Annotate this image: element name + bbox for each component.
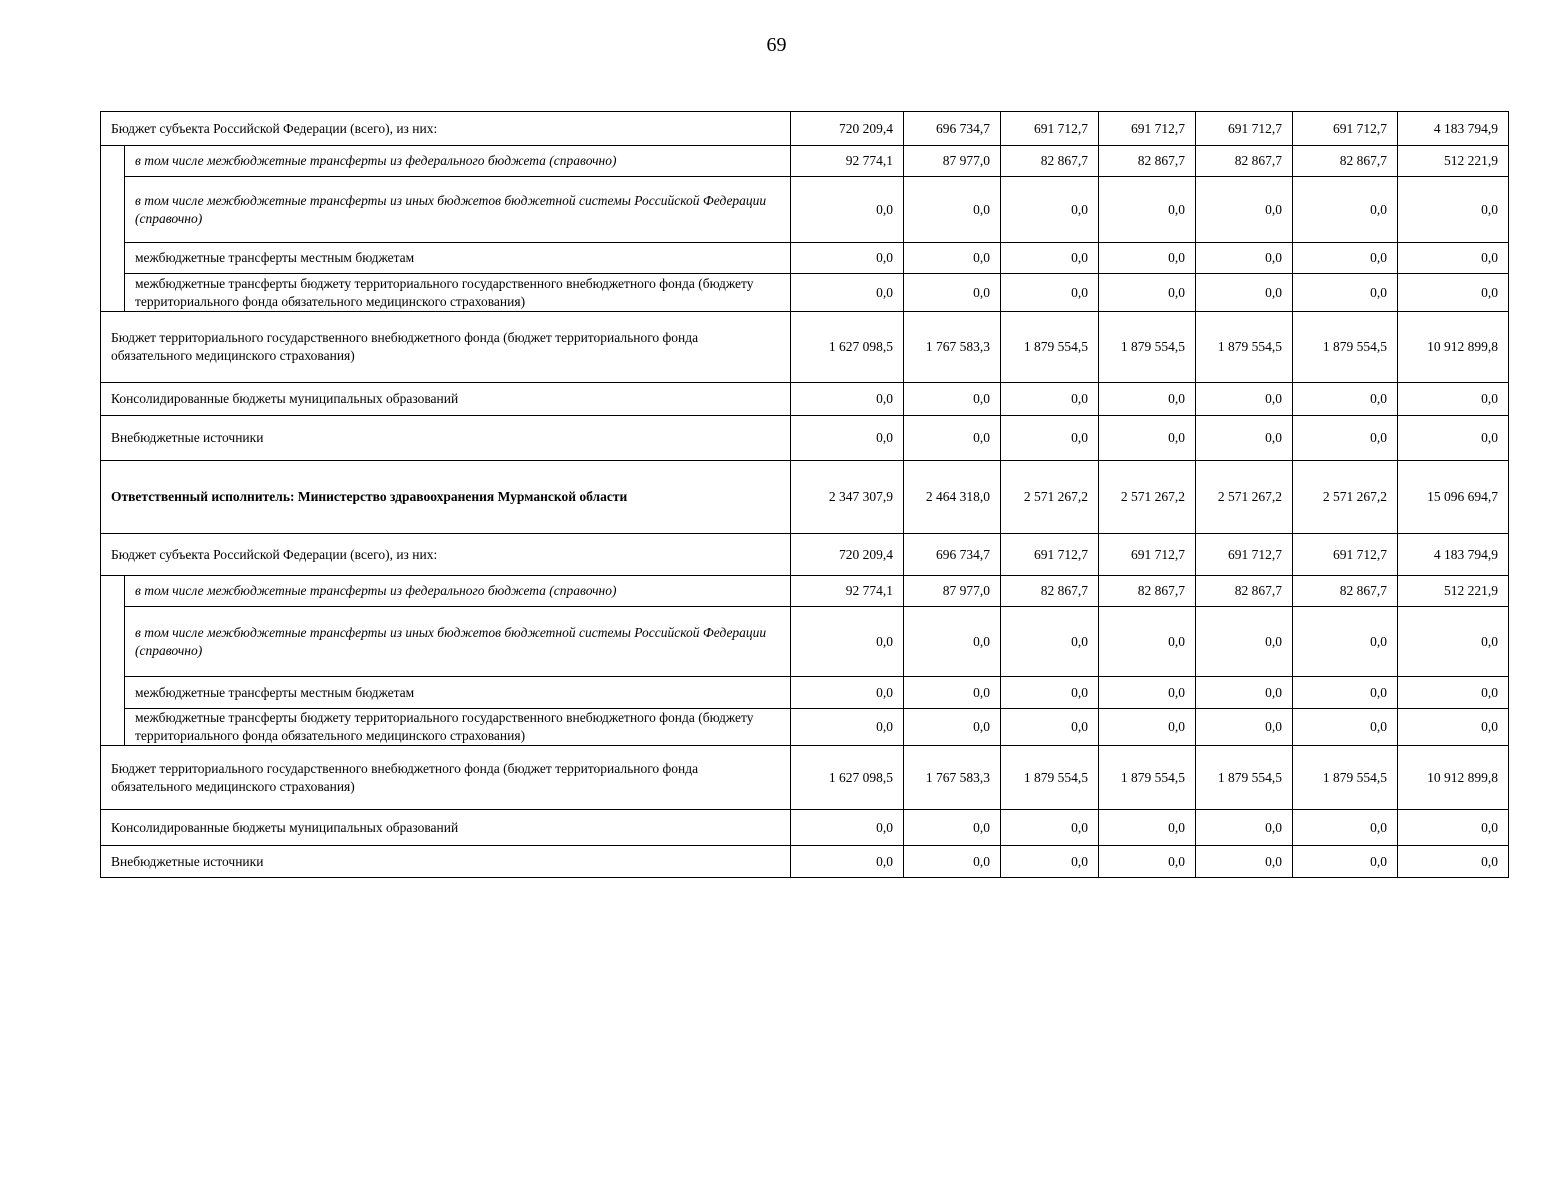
page-number: 69 (766, 34, 787, 56)
row-label: межбюджетные трансферты бюджету территориального государственного внебюджетного фонда (бюджету территориального фонда обязательного медицинского страхования) (125, 709, 791, 746)
indent-cell (101, 146, 125, 312)
value-cell: 0,0 (1099, 416, 1196, 461)
value-cell: 0,0 (791, 709, 904, 746)
value-cell: 0,0 (904, 846, 1001, 878)
value-cell: 0,0 (1099, 383, 1196, 416)
table-row (101, 846, 1509, 878)
table-row (101, 416, 1509, 461)
value-cell: 691 712,7 (1196, 112, 1293, 146)
table-row (101, 461, 1509, 534)
table-row (101, 534, 1509, 576)
table-row (101, 746, 1509, 810)
value-cell: 1 767 583,3 (904, 746, 1001, 810)
value-cell: 0,0 (1196, 177, 1293, 243)
value-cell: 1 879 554,5 (1099, 312, 1196, 383)
value-cell: 0,0 (1293, 177, 1398, 243)
value-cell: 720 209,4 (791, 534, 904, 576)
value-cell: 1 879 554,5 (1196, 312, 1293, 383)
value-cell: 82 867,7 (1001, 146, 1099, 177)
value-cell: 0,0 (1398, 383, 1509, 416)
value-cell: 691 712,7 (1001, 534, 1099, 576)
value-cell: 696 734,7 (904, 534, 1001, 576)
value-cell: 0,0 (791, 177, 904, 243)
value-cell: 720 209,4 (791, 112, 904, 146)
value-cell: 0,0 (1001, 177, 1099, 243)
table-row (101, 709, 1509, 746)
value-cell: 82 867,7 (1196, 146, 1293, 177)
value-cell: 691 712,7 (1001, 112, 1099, 146)
table-row (101, 243, 1509, 274)
value-cell: 0,0 (1196, 709, 1293, 746)
value-cell: 0,0 (1099, 607, 1196, 677)
value-cell: 87 977,0 (904, 576, 1001, 607)
value-cell: 0,0 (1293, 416, 1398, 461)
table-row (101, 112, 1509, 146)
value-cell: 0,0 (1099, 677, 1196, 709)
value-cell: 92 774,1 (791, 146, 904, 177)
value-cell: 0,0 (1398, 243, 1509, 274)
budget-table (100, 111, 1509, 878)
value-cell: 82 867,7 (1099, 576, 1196, 607)
value-cell: 10 912 899,8 (1398, 312, 1509, 383)
table-row (101, 312, 1509, 383)
row-label: Бюджет субъекта Российской Федерации (всего), из них: (101, 534, 791, 576)
value-cell: 0,0 (1196, 607, 1293, 677)
value-cell: 0,0 (1398, 274, 1509, 312)
value-cell: 4 183 794,9 (1398, 534, 1509, 576)
value-cell: 1 879 554,5 (1293, 746, 1398, 810)
value-cell: 0,0 (791, 274, 904, 312)
row-label: в том числе межбюджетные трансферты из федерального бюджета (справочно) (125, 576, 791, 607)
value-cell: 691 712,7 (1293, 112, 1398, 146)
value-cell: 0,0 (1099, 243, 1196, 274)
value-cell: 15 096 694,7 (1398, 461, 1509, 534)
value-cell: 1 879 554,5 (1001, 746, 1099, 810)
value-cell: 1 627 098,5 (791, 746, 904, 810)
table-row (101, 177, 1509, 243)
value-cell: 0,0 (904, 243, 1001, 274)
row-label: Консолидированные бюджеты муниципальных образований (101, 810, 791, 846)
value-cell: 0,0 (791, 677, 904, 709)
value-cell: 0,0 (1099, 177, 1196, 243)
table-row (101, 810, 1509, 846)
value-cell: 0,0 (1196, 243, 1293, 274)
value-cell: 0,0 (1099, 709, 1196, 746)
value-cell: 0,0 (791, 810, 904, 846)
table-row (101, 677, 1509, 709)
table-row (101, 383, 1509, 416)
value-cell: 0,0 (1001, 416, 1099, 461)
value-cell: 0,0 (1398, 177, 1509, 243)
value-cell: 0,0 (904, 274, 1001, 312)
value-cell: 0,0 (791, 243, 904, 274)
value-cell: 82 867,7 (1293, 576, 1398, 607)
value-cell: 0,0 (1196, 677, 1293, 709)
value-cell: 82 867,7 (1293, 146, 1398, 177)
value-cell: 2 571 267,2 (1099, 461, 1196, 534)
value-cell: 0,0 (904, 607, 1001, 677)
value-cell: 10 912 899,8 (1398, 746, 1509, 810)
value-cell: 0,0 (791, 383, 904, 416)
table-row (101, 274, 1509, 312)
value-cell: 0,0 (791, 846, 904, 878)
value-cell: 0,0 (1293, 243, 1398, 274)
value-cell: 691 712,7 (1196, 534, 1293, 576)
value-cell: 0,0 (1001, 810, 1099, 846)
value-cell: 1 879 554,5 (1099, 746, 1196, 810)
value-cell: 0,0 (904, 810, 1001, 846)
value-cell: 0,0 (904, 177, 1001, 243)
value-cell: 0,0 (904, 383, 1001, 416)
table-row (101, 146, 1509, 177)
table-row (101, 607, 1509, 677)
value-cell: 0,0 (904, 677, 1001, 709)
row-label: в том числе межбюджетные трансферты из иных бюджетов бюджетной системы Российской Федерации (справочно) (125, 607, 791, 677)
value-cell: 691 712,7 (1099, 534, 1196, 576)
value-cell: 0,0 (1001, 274, 1099, 312)
value-cell: 1 879 554,5 (1001, 312, 1099, 383)
value-cell: 0,0 (1001, 677, 1099, 709)
row-label: межбюджетные трансферты местным бюджетам (125, 677, 791, 709)
value-cell: 0,0 (1293, 846, 1398, 878)
value-cell: 0,0 (904, 416, 1001, 461)
value-cell: 0,0 (1001, 846, 1099, 878)
value-cell: 87 977,0 (904, 146, 1001, 177)
value-cell: 0,0 (1001, 383, 1099, 416)
row-label: Бюджет территориального государственного внебюджетного фонда (бюджет территориального фонда обязательного медицинского страхования) (101, 746, 791, 810)
row-label: межбюджетные трансферты бюджету территориального государственного внебюджетного фонда (бюджету территориального фонда обязательного медицинского страхования) (125, 274, 791, 312)
value-cell: 0,0 (1398, 607, 1509, 677)
value-cell: 0,0 (1293, 677, 1398, 709)
value-cell: 2 571 267,2 (1001, 461, 1099, 534)
value-cell: 0,0 (1293, 274, 1398, 312)
value-cell: 0,0 (1099, 274, 1196, 312)
value-cell: 512 221,9 (1398, 576, 1509, 607)
row-label: в том числе межбюджетные трансферты из федерального бюджета (справочно) (125, 146, 791, 177)
row-label: Бюджет территориального государственного внебюджетного фонда (бюджет территориального фонда обязательного медицинского страхования) (101, 312, 791, 383)
row-label: межбюджетные трансферты местным бюджетам (125, 243, 791, 274)
row-label: Внебюджетные источники (101, 416, 791, 461)
value-cell: 0,0 (791, 607, 904, 677)
value-cell: 0,0 (1001, 607, 1099, 677)
value-cell: 0,0 (1293, 607, 1398, 677)
value-cell: 0,0 (1099, 810, 1196, 846)
value-cell: 0,0 (1001, 243, 1099, 274)
value-cell: 512 221,9 (1398, 146, 1509, 177)
row-label: Бюджет субъекта Российской Федерации (всего), из них: (101, 112, 791, 146)
value-cell: 0,0 (1293, 810, 1398, 846)
value-cell: 0,0 (1293, 383, 1398, 416)
row-label: Консолидированные бюджеты муниципальных образований (101, 383, 791, 416)
indent-cell (101, 576, 125, 746)
value-cell: 696 734,7 (904, 112, 1001, 146)
value-cell: 0,0 (1293, 709, 1398, 746)
value-cell: 0,0 (1398, 846, 1509, 878)
value-cell: 691 712,7 (1293, 534, 1398, 576)
value-cell: 0,0 (1001, 709, 1099, 746)
value-cell: 0,0 (1196, 416, 1293, 461)
value-cell: 0,0 (1099, 846, 1196, 878)
value-cell: 1 879 554,5 (1196, 746, 1293, 810)
value-cell: 0,0 (1398, 416, 1509, 461)
row-label: Внебюджетные источники (101, 846, 791, 878)
row-label: Ответственный исполнитель: Министерство здравоохранения Мурманской области (101, 461, 791, 534)
value-cell: 0,0 (1196, 810, 1293, 846)
value-cell: 82 867,7 (1099, 146, 1196, 177)
value-cell: 0,0 (1398, 810, 1509, 846)
value-cell: 4 183 794,9 (1398, 112, 1509, 146)
value-cell: 2 571 267,2 (1293, 461, 1398, 534)
row-label: в том числе межбюджетные трансферты из иных бюджетов бюджетной системы Российской Федерации (справочно) (125, 177, 791, 243)
value-cell: 2 464 318,0 (904, 461, 1001, 534)
value-cell: 0,0 (1398, 709, 1509, 746)
value-cell: 691 712,7 (1099, 112, 1196, 146)
value-cell: 1 627 098,5 (791, 312, 904, 383)
value-cell: 0,0 (791, 416, 904, 461)
value-cell: 0,0 (1196, 383, 1293, 416)
value-cell: 0,0 (1196, 846, 1293, 878)
value-cell: 0,0 (904, 709, 1001, 746)
value-cell: 82 867,7 (1001, 576, 1099, 607)
value-cell: 0,0 (1398, 677, 1509, 709)
value-cell: 1 879 554,5 (1293, 312, 1398, 383)
value-cell: 2 571 267,2 (1196, 461, 1293, 534)
value-cell: 0,0 (1196, 274, 1293, 312)
value-cell: 1 767 583,3 (904, 312, 1001, 383)
value-cell: 82 867,7 (1196, 576, 1293, 607)
value-cell: 92 774,1 (791, 576, 904, 607)
value-cell: 2 347 307,9 (791, 461, 904, 534)
table-row (101, 576, 1509, 607)
